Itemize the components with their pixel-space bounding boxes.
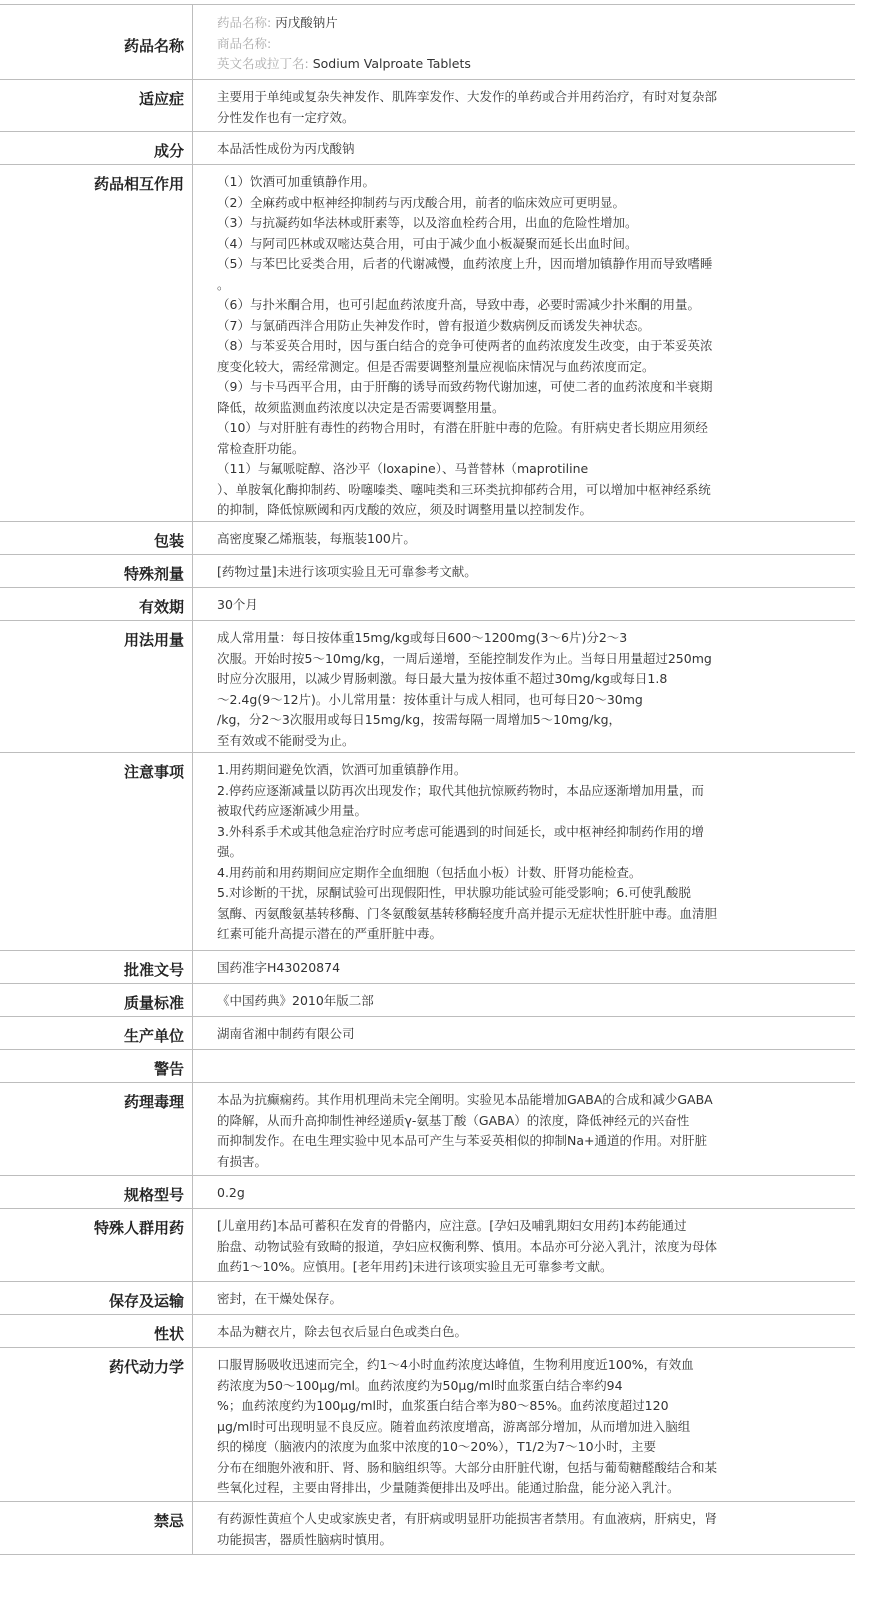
text-line: 功能损害，器质性脑病时慎用。 [217, 1531, 393, 1547]
label-manufacturer: 生产单位 [0, 1017, 193, 1049]
text-line: %；血药浓度约为100μg/ml时，血浆蛋白结合率为80～85%。血药浓度超过120 [217, 1398, 669, 1413]
text-line: 的降解，从而升高抑制性神经递质γ-氨基丁酸（GABA）的浓度，降低神经元的兴奋性 [217, 1112, 690, 1128]
content-pharmacokinetics [193, 1348, 855, 1501]
row-pharmacology [0, 1083, 855, 1176]
text-line: [药物过量]未进行该项实验且无可靠参考文献。 [217, 564, 477, 579]
row-appearance [0, 1315, 855, 1348]
label-spec: 规格型号 [0, 1176, 193, 1208]
text-line: 1.用药期间避免饮酒，饮酒可加重镇静作用。 [217, 762, 467, 777]
text-line: （7）与氯硝西泮合用防止失神发作时，曾有报道少数病例反而诱发失神状态。 [217, 317, 650, 333]
text-line: 有药源性黄疸个人史或家族史者，有肝病或明显肝功能损害者禁用。有血液病，肝病史，肾 [217, 1511, 718, 1526]
text-line: 度变化较大，需经常测定。但是否需要调整剂量应视临床情况与血药浓度而定。 [217, 358, 655, 374]
text-line: /kg，分2～3次服用或每日15mg/kg，按需每隔一周增加5～10mg/kg， [217, 712, 622, 727]
label-pharmacology: 药理毒理 [0, 1083, 193, 1175]
row-interaction [0, 165, 855, 522]
row-pharmacokinetics [0, 1348, 855, 1502]
label-warning: 警告 [0, 1050, 193, 1082]
text-line: 成人常用量：每日按体重15mg/kg或每日600～1200mg(3～6片)分2～3 [217, 630, 628, 645]
content-standard [193, 984, 855, 1016]
generic-name-value: 丙戊酸钠片 [275, 15, 338, 30]
label-storage: 保存及运输 [0, 1282, 193, 1314]
content-contraindication [193, 1502, 855, 1554]
text-line: 有损害。 [217, 1153, 268, 1169]
text-line: 降低，故须监测血药浓度以决定是否需要调整用量。 [217, 399, 505, 415]
english-name-value: Sodium Valproate Tablets [312, 56, 471, 71]
label-validity: 有效期 [0, 588, 193, 620]
content-approval [193, 951, 855, 983]
row-precautions [0, 753, 855, 951]
text-line: 药浓度为50～100μg/ml。血药浓度约为50μg/ml时血浆蛋白结合率约94 [217, 1377, 623, 1393]
text-line: 被取代药应逐渐减少用量。 [217, 803, 368, 818]
text-line: （11）与氟哌啶醇、洛沙平（loxapine）、马普替林（maprotiline [217, 461, 589, 476]
content-precautions [193, 753, 855, 950]
row-ingredient [0, 132, 855, 165]
text-line: （1）饮酒可加重镇静作用。 [217, 174, 375, 189]
text-line: 密封，在干燥处保存。 [217, 1291, 343, 1306]
row-validity [0, 588, 855, 621]
content-pharmacology [193, 1083, 855, 1175]
label-dosage: 用法用量 [0, 621, 193, 752]
label-pharmacokinetics: 药代动力学 [0, 1348, 193, 1501]
label-contraindication: 禁忌 [0, 1502, 193, 1554]
text-line: （2）全麻药或中枢神经抑制药与丙戊酸合用，前者的临床效应可更明显。 [217, 194, 625, 210]
content-dosage [193, 621, 855, 752]
text-line: 氢酶、丙氨酸氨基转移酶、门冬氨酸氨基转移酶轻度升高并提示无症状性肝脏中毒。血清胆 [217, 905, 718, 921]
content-ingredient [193, 132, 855, 164]
label-ingredient: 成分 [0, 132, 193, 164]
text-line: 时应分次服用，以减少胃肠刺激。每日最大量为按体重不超过30mg/kg或每日1.8 [217, 671, 668, 686]
text-line: 织的梯度（脑液内的浓度为血浆中浓度的10～20%），T1/2为7～10小时，主要 [217, 1439, 657, 1454]
text-line: 常检查肝功能。 [217, 440, 305, 456]
label-standard: 质量标准 [0, 984, 193, 1016]
content-appearance [193, 1315, 855, 1347]
text-line: 分布在细胞外液和肝、肾、肠和脑组织等。大部分由肝脏代谢，包括与葡萄糖醛酸结合和某 [217, 1459, 718, 1475]
text-line: ～2.4g(9～12片)。小儿常用量：按体重计与成人相同，也可每日20～30mg [217, 691, 643, 707]
label-special-population: 特殊人群用药 [0, 1209, 193, 1281]
row-spec [0, 1176, 855, 1209]
text-line: 《中国药典》2010年版二部 [217, 993, 374, 1008]
row-storage [0, 1282, 855, 1315]
text-line: 高密度聚乙烯瓶装，每瓶装100片。 [217, 531, 416, 546]
english-name-label: 英文名或拉丁名: [217, 56, 309, 71]
text-line: 2.停药应逐渐减量以防再次出现发作；取代其他抗惊厥药物时，本品应逐渐增加用量，而 [217, 782, 704, 798]
content-indication [193, 80, 855, 131]
text-line: 4.用药前和用药期间应定期作全血细胞（包括血小板）计数、肝肾功能检查。 [217, 864, 642, 880]
label-special-dose: 特殊剂量 [0, 555, 193, 587]
text-line: 本品活性成份为丙戊酸钠 [217, 141, 355, 156]
content-drug-name [193, 5, 855, 79]
label-package: 包装 [0, 522, 193, 554]
label-appearance: 性状 [0, 1315, 193, 1347]
text-line: 些氧化过程，主要由肾排出，少量随粪便排出及呼出。能通过胎盘，能分泌入乳汁。 [217, 1480, 680, 1495]
row-dosage [0, 621, 855, 753]
text-line: 湖南省湘中制药有限公司 [217, 1026, 355, 1041]
text-line: 强。 [217, 844, 243, 859]
text-line: （5）与苯巴比妥类合用，后者的代谢减慢，血药浓度上升，因而增加镇静作用而导致嗜睡 [217, 256, 713, 271]
text-line: 血药1～10%。应慎用。[老年用药]未进行该项实验且无可靠参考文献。 [217, 1259, 613, 1274]
text-line: 。 [217, 276, 230, 292]
text-line: 5.对诊断的干扰，尿酮试验可出现假阳性，甲状腺功能试验可能受影响；6.可使乳酸脱 [217, 885, 691, 900]
text-line: （8）与苯妥英合用时，因与蛋白结合的竞争可使两者的血药浓度发生改变，由于苯妥英浓 [217, 338, 713, 353]
content-storage [193, 1282, 855, 1314]
text-line: 30个月 [217, 597, 258, 612]
text-line: （3）与抗凝药如华法林或肝素等，以及溶血栓药合用，出血的危险性增加。 [217, 215, 638, 230]
generic-name-label: 药品名称: [217, 15, 272, 30]
text-line: 至有效或不能耐受为止。 [217, 732, 355, 748]
text-line: 3.外科系手术或其他急症治疗时应考虑可能遇到的时间延长，或中枢神经抑制药作用的增 [217, 823, 704, 839]
text-line: 国药准字H43020874 [217, 960, 341, 975]
label-approval: 批准文号 [0, 951, 193, 983]
label-precautions: 注意事项 [0, 753, 193, 950]
content-validity [193, 588, 855, 620]
text-line: （4）与阿司匹林或双嘧达莫合用，可由于减少血小板凝聚而延长出血时间。 [217, 235, 638, 251]
text-line: 分性发作也有一定疗效。 [217, 109, 355, 125]
text-line: 口服胃肠吸收迅速而完全，约1～4小时血药浓度达峰值，生物利用度近100%，有效血 [217, 1357, 694, 1372]
text-line: 胎盘、动物试验有致畸的报道，孕妇应权衡利弊、慎用。本品亦可分泌入乳汁，浓度为母体 [217, 1238, 718, 1254]
row-special-dose [0, 555, 855, 588]
text-line: （10）与对肝脏有毒性的药物合用时，有潜在肝脏中毒的危险。有肝病史者长期应用须经 [217, 420, 708, 435]
trade-name-label: 商品名称: [217, 35, 272, 51]
text-line: （9）与卡马西平合用，由于肝酶的诱导而致药物代谢加速，可使二者的血药浓度和半衰期 [217, 379, 713, 394]
label-indication: 适应症 [0, 80, 193, 131]
row-drug-name [0, 5, 855, 80]
text-line: 本品为抗癫痫药。其作用机理尚未完全阐明。实验见本品能增加GABA的合成和减少GABA [217, 1092, 713, 1107]
content-spec [193, 1176, 855, 1208]
content-package [193, 522, 855, 554]
text-line: ）、单胺氧化酶抑制药、吩噻嗪类、噻吨类和三环类抗抑郁药合用，可以增加中枢神经系统 [217, 481, 711, 497]
text-line: μg/ml时可出现明显不良反应。随着血药浓度增高，游离部分增加，从而增加进入脑组 [217, 1418, 691, 1434]
row-indication [0, 80, 855, 132]
row-package [0, 522, 855, 555]
row-contraindication [0, 1502, 855, 1555]
content-special-population [193, 1209, 855, 1281]
content-interaction [193, 165, 855, 521]
text-line: 红素可能升高提示潜在的严重肝脏中毒。 [217, 926, 443, 941]
content-special-dose [193, 555, 855, 587]
label-drug-name: 药品名称 [0, 5, 193, 79]
row-warning [0, 1050, 855, 1083]
row-approval [0, 951, 855, 984]
text-line: （6）与扑米酮合用，也可引起血药浓度升高，导致中毒，必要时需减少扑米酮的用量。 [217, 297, 700, 312]
content-manufacturer [193, 1017, 855, 1049]
content-warning [193, 1050, 855, 1082]
row-special-population [0, 1209, 855, 1282]
drug-info-table [0, 4, 855, 1555]
label-interaction: 药品相互作用 [0, 165, 193, 521]
text-line: 而抑制发作。在电生理实验中见本品可产生与苯妥英相似的抑制Na+通道的作用。对肝脏 [217, 1133, 707, 1148]
text-line: [儿童用药]本品可蓄积在发育的骨骼内，应注意。[孕妇及哺乳期妇女用药]本药能通过 [217, 1218, 687, 1233]
text-line: 0.2g [217, 1185, 245, 1200]
text-line: 本品为糖衣片，除去包衣后显白色或类白色。 [217, 1324, 468, 1339]
row-manufacturer [0, 1017, 855, 1050]
text-line: 主要用于单纯或复杂失神发作、肌阵挛发作、大发作的单药或合并用药治疗，有时对复杂部 [217, 89, 718, 104]
row-standard [0, 984, 855, 1017]
text-line: 次服。开始时按5～10mg/kg，一周后递增，至能控制发作为止。当每日用量超过250mg [217, 650, 712, 666]
text-line: 的抑制，降低惊厥阈和丙戊酸的效应，须及时调整用量以控制发作。 [217, 502, 593, 517]
